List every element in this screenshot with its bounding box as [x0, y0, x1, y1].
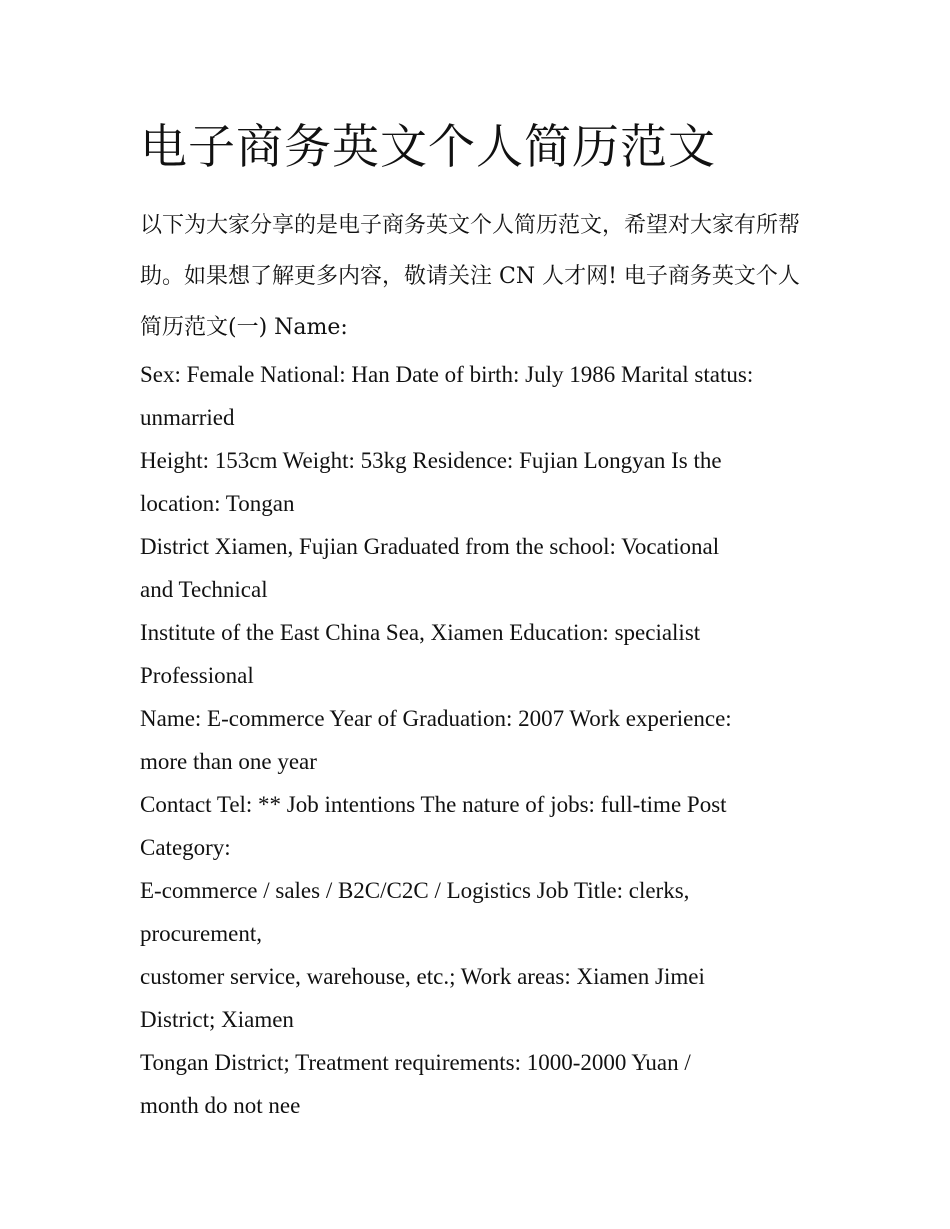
intro-paragraph: 以下为大家分享的是电子商务英文个人简历范文，希望对大家有所帮助。如果想了解更多内容，敬请关注 CN 人才网! 电子商务英文个人简历范文(一) Name: — [140, 213, 801, 340]
document-page — [140, 112, 820, 1127]
text-line: more than one year — [140, 749, 317, 774]
text-line: Professional — [140, 663, 254, 688]
text-line: Institute of the East China Sea, Xiamen Education: specialist — [140, 620, 701, 645]
text-line: Category: — [140, 835, 231, 860]
document-title: 电子商务英文个人简历范文 — [140, 120, 716, 175]
text-line: Contact Tel: ** Job intentions The nature of jobs: full-time Post — [140, 792, 727, 817]
text-line: month do not nee — [140, 1093, 301, 1118]
text-line: and Technical — [140, 577, 268, 602]
text-line: procurement, — [140, 921, 262, 946]
text-line: District; Xiamen — [140, 1007, 294, 1032]
text-line: E-commerce / sales / B2C/C2C / Logistics Job Title: clerks, — [140, 878, 690, 903]
text-line: Tongan District; Treatment requirements: 1000-2000 Yuan / — [140, 1050, 691, 1075]
text-line: unmarried — [140, 405, 235, 430]
text-line: customer service, warehouse, etc.; Work areas: Xiamen Jimei — [140, 964, 705, 989]
resume-lines — [140, 353, 820, 1127]
text-line: District Xiamen, Fujian Graduated from the school: Vocational — [140, 534, 720, 559]
text-line: location: Tongan — [140, 491, 295, 516]
text-line: Sex: Female National: Han Date of birth: July 1986 Marital status: — [140, 362, 754, 387]
text-line: Name: E-commerce Year of Graduation: 2007 Work experience: — [140, 706, 732, 731]
text-line: Height: 153cm Weight: 53kg Residence: Fujian Longyan Is the — [140, 448, 722, 473]
